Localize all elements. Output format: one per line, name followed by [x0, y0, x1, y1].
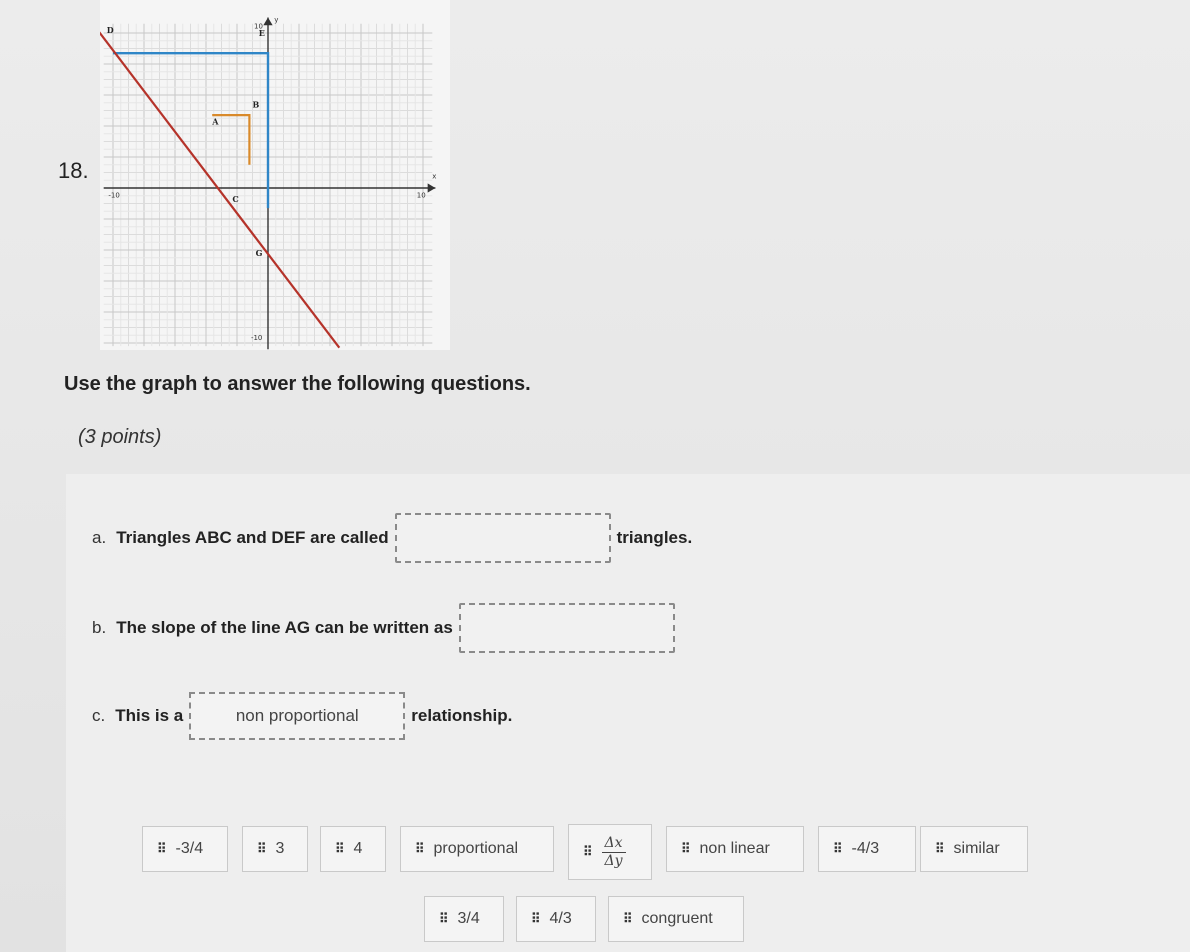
point-label-e: E: [258, 28, 265, 39]
item-c: [92, 692, 512, 740]
x-tick-label: 10: [416, 191, 426, 200]
choice-chip[interactable]: [818, 826, 916, 872]
x-axis-label: x: [432, 172, 437, 181]
grip-icon: ⠿: [935, 841, 944, 856]
fraction-delta-x-over-delta-y: [602, 836, 626, 868]
item-text-after: relationship.: [411, 706, 513, 725]
graph-svg: [100, 0, 450, 350]
choice-label: -3/4: [175, 840, 204, 857]
item-letter: b.: [92, 618, 107, 637]
choice-label: proportional: [433, 840, 519, 857]
choice-label: congruent: [641, 910, 713, 927]
grip-icon: ⠿: [623, 911, 632, 926]
item-text-before: Triangles ABC and DEF are called: [116, 528, 389, 547]
grip-icon: ⠿: [833, 841, 842, 856]
y-tick-label: -10: [250, 333, 263, 342]
question-number: 18.: [58, 158, 89, 183]
choice-label: 4: [353, 840, 363, 857]
item-b: [92, 603, 681, 653]
choice-chip[interactable]: [920, 826, 1028, 872]
grip-icon: ⠿: [439, 911, 448, 926]
point-label-d: D: [106, 25, 114, 35]
choice-chip[interactable]: [666, 826, 804, 872]
choice-chip[interactable]: [424, 896, 504, 942]
item-a: [92, 513, 692, 563]
grip-icon: ⠿: [531, 911, 540, 926]
grip-icon: ⠿: [335, 841, 344, 856]
drop-zone-b[interactable]: [459, 603, 675, 653]
y-tick-label: 10: [254, 22, 263, 31]
grip-icon: ⠿: [415, 841, 424, 856]
item-letter: a.: [92, 528, 107, 547]
choice-label: 3/4: [457, 910, 480, 927]
choice-chip[interactable]: [142, 826, 228, 872]
grip-icon: ⠿: [157, 841, 166, 856]
point-label-b: B: [252, 99, 260, 110]
x-tick-label: -10: [108, 191, 120, 200]
choice-chip[interactable]: [242, 826, 308, 872]
grip-icon: ⠿: [583, 844, 592, 859]
choice-chip[interactable]: [568, 824, 652, 880]
choice-label: non linear: [699, 840, 770, 857]
choice-label: 3: [275, 840, 285, 857]
item-letter: c.: [92, 706, 106, 725]
coordinate-graph: [100, 0, 450, 350]
drop-zone-c[interactable]: non proportional: [189, 692, 405, 740]
item-text-after: triangles.: [616, 528, 693, 547]
drop-zone-a[interactable]: [395, 513, 611, 563]
point-label-a: A: [212, 116, 219, 127]
item-text-before: This is a: [115, 706, 184, 725]
choice-chip[interactable]: [320, 826, 386, 872]
point-label-c: C: [232, 193, 239, 204]
y-axis-label: y: [274, 16, 279, 25]
instructions: Use the graph to answer the following questions.: [64, 373, 531, 395]
item-text-before: The slope of the line AG can be written as: [116, 618, 453, 637]
choice-label: -4/3: [851, 840, 880, 857]
fraction-denominator: Δy: [604, 852, 623, 869]
grip-icon: ⠿: [681, 841, 690, 856]
choice-chip[interactable]: [608, 896, 744, 942]
point-label-g: G: [255, 248, 263, 259]
choice-label: similar: [953, 840, 1000, 857]
points-label: (3 points): [78, 426, 162, 448]
grip-icon: ⠿: [257, 841, 266, 856]
choice-label: 4/3: [549, 910, 572, 927]
choice-chip[interactable]: [516, 896, 596, 942]
fraction-numerator: Δx: [604, 834, 623, 851]
choice-chip[interactable]: [400, 826, 554, 872]
